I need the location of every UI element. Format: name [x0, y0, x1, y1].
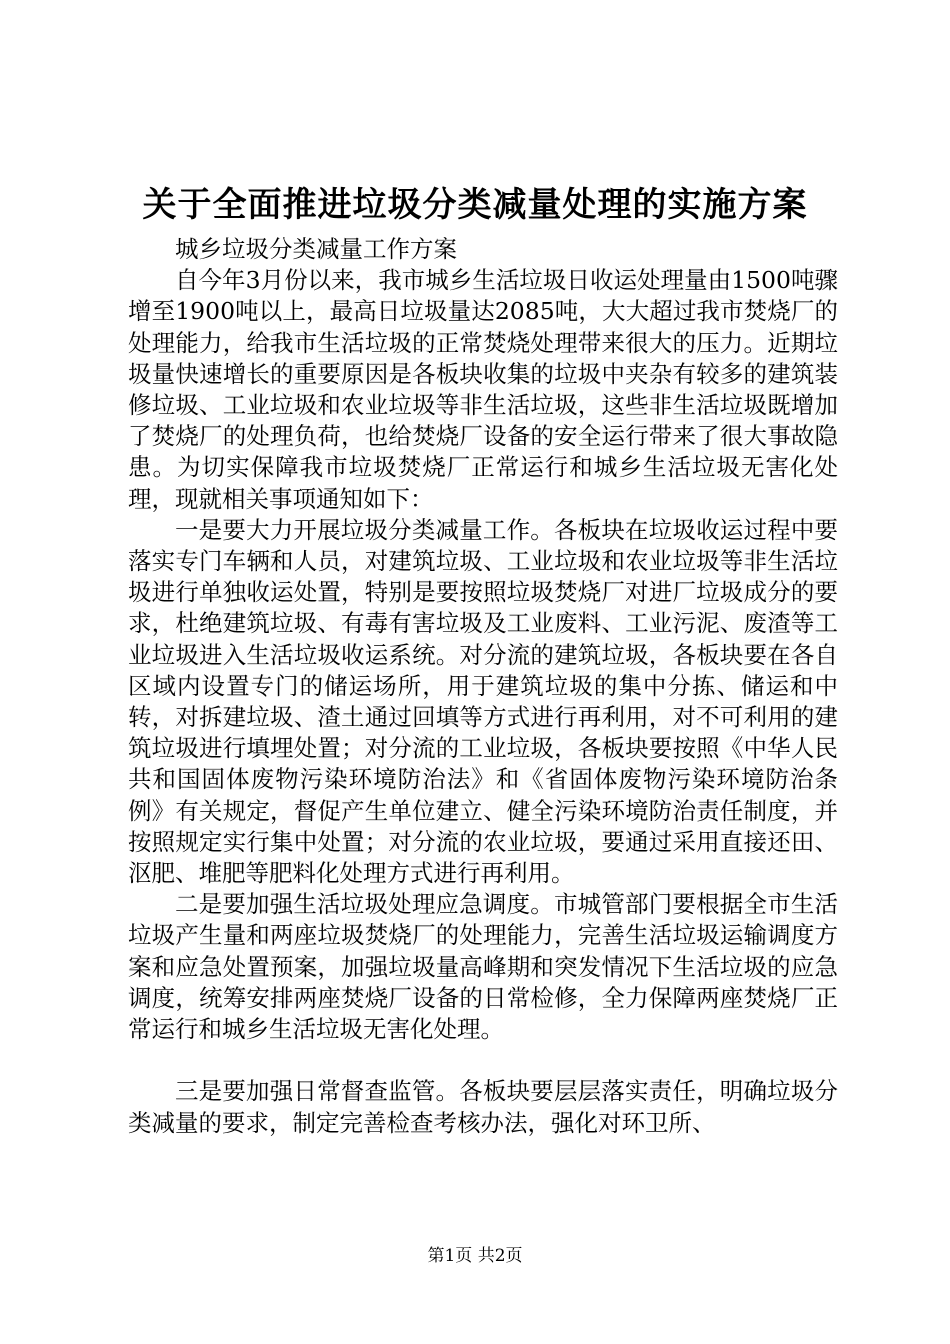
- document-subtitle: 城乡垃圾分类减量工作方案: [175, 235, 457, 263]
- paragraph-point-one: 一是要大力开展垃圾分类减量工作。各板块在垃圾收运过程中要落实专门车辆和人员，对建筑垃圾、工业垃圾和农业垃圾等非生活垃圾进行单独收运处置，特别是要按照垃圾焚烧厂对进厂垃圾成分的要求，杜绝建筑垃圾、有毒有害垃圾及工业废料、工业污泥、废渣等工业垃圾进入生活垃圾收运系统。对分流的建筑垃圾，各板块要在各自区域内设置专门的储运场所，用于建筑垃圾的集中分拣、储运和中转，对拆建垃圾、渣土通过回填等方式进行再利用，对不可利用的建筑垃圾进行填埋处置；对分流的工业垃圾，各板块要按照《中华人民共和国固体废物污染环境防治法》和《省固体废物污染环境防治条例》有关规定，督促产生单位建立、健全污染环境防治责任制度，并按照规定实行集中处置；对分流的农业垃圾，要通过采用直接还田、沤肥、堆肥等肥料化处理方式进行再利用。: [128, 515, 838, 888]
- document-title: 关于全面推进垃圾分类减量处理的实施方案: [142, 185, 808, 225]
- paragraph-point-three: 三是要加强日常督查监管。各板块要层层落实责任，明确垃圾分类减量的要求，制定完善检查考核办法，强化对环卫所、: [128, 1077, 838, 1137]
- document-body: [128, 234, 838, 1139]
- paragraph-intro: 自今年3月份以来，我市城乡生活垃圾日收运处理量由1500吨骤增至1900吨以上，最高日垃圾量达2085吨，大大超过我市焚烧厂的处理能力，给我市生活垃圾的正常焚烧处理带来很大的压力。近期垃圾量快速增长的重要原因是各板块收集的垃圾中夹杂有较多的建筑装修垃圾、工业垃圾和农业垃圾等非生活垃圾，这些非生活垃圾既增加了焚烧厂的处理负荷，也给焚烧厂设备的安全运行带来了很大事故隐患。为切实保障我市垃圾焚烧厂正常运行和城乡生活垃圾无害化处理，现就相关事项通知如下：: [128, 266, 838, 513]
- paragraph-point-two: 二是要加强生活垃圾处理应急调度。市城管部门要根据全市生活垃圾产生量和两座垃圾焚烧厂的处理能力，完善生活垃圾运输调度方案和应急处置预案，加强垃圾量高峰期和突发情况下生活垃圾的应急调度，统筹安排两座焚烧厂设备的日常检修，全力保障两座焚烧厂正常运行和城乡生活垃圾无害化处理。: [128, 890, 838, 1044]
- page-number-footer: 第1页 共2页: [427, 1246, 523, 1266]
